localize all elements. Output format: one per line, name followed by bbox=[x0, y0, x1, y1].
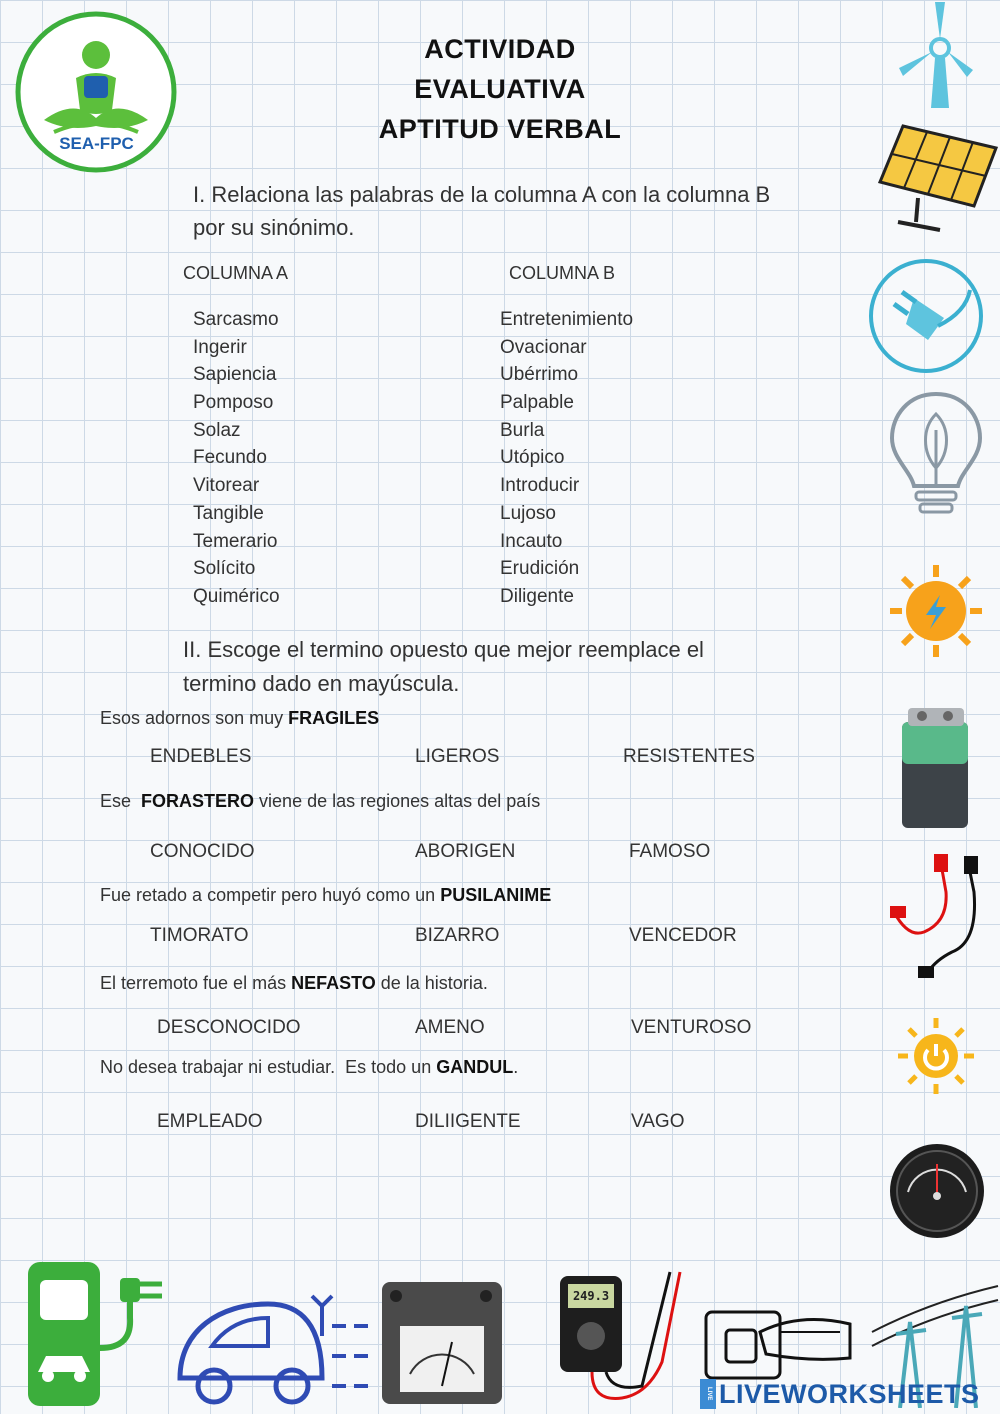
hand-plug-socket-icon bbox=[700, 1302, 860, 1382]
liveworksheets-watermark bbox=[700, 1378, 980, 1410]
sentence-text: viene de las regiones altas del país bbox=[254, 791, 541, 811]
column-b-word: Introducir bbox=[500, 475, 580, 497]
answer-option[interactable]: VAGO bbox=[631, 1111, 685, 1132]
sentence-text: . bbox=[513, 1057, 519, 1077]
section2-instruction-line-1: II. Escoge el termino opuesto que mejor reemplace el bbox=[183, 637, 704, 662]
question-sentence bbox=[100, 973, 488, 994]
column-b-word: Ovacionar bbox=[500, 336, 587, 358]
column-a-word: Ingerir bbox=[193, 336, 247, 358]
answer-option[interactable]: FAMOSO bbox=[629, 841, 711, 862]
answer-option[interactable]: AMENO bbox=[415, 1017, 485, 1038]
column-a-header: COLUMNA A bbox=[183, 263, 289, 283]
column-b-list bbox=[500, 309, 633, 614]
column-b-word: Burla bbox=[500, 419, 545, 441]
column-a-word: Solaz bbox=[193, 419, 241, 441]
question-sentence bbox=[100, 885, 551, 906]
answer-option[interactable]: ABORIGEN bbox=[415, 841, 516, 862]
answer-option[interactable]: RESISTENTES bbox=[623, 746, 755, 767]
multimeter-icon bbox=[552, 1262, 692, 1404]
lightbulb-leaf-icon bbox=[888, 390, 984, 530]
answer-option[interactable]: VENCEDOR bbox=[629, 925, 737, 946]
section1-instruction-line-2: por su sinónimo. bbox=[193, 215, 355, 240]
sentence-text: El terremoto fue el más bbox=[100, 973, 292, 993]
column-a-word: Sapiencia bbox=[193, 364, 277, 386]
question-sentence bbox=[100, 791, 540, 812]
battery-icon bbox=[896, 704, 976, 832]
test-leads-icon bbox=[888, 852, 992, 986]
column-b-word: Entretenimiento bbox=[500, 309, 634, 330]
column-a-word: Temerario bbox=[193, 530, 278, 552]
sun-power-icon bbox=[896, 1016, 976, 1096]
section2-instruction-line-2: termino dado en mayúscula. bbox=[183, 671, 460, 696]
title-line-1: ACTIVIDAD bbox=[424, 34, 576, 64]
answer-option[interactable]: LIGEROS bbox=[415, 746, 500, 767]
sun-lightning-icon bbox=[888, 563, 984, 659]
answer-option[interactable]: CONOCIDO bbox=[150, 841, 255, 862]
question-sentence bbox=[100, 708, 379, 729]
sentence-text: Esos adornos son muy bbox=[100, 708, 289, 728]
keyword: PUSILANIME bbox=[440, 885, 552, 905]
keyword: NEFASTO bbox=[291, 973, 376, 993]
wind-turbine-icon bbox=[895, 0, 975, 110]
solar-panel-icon bbox=[878, 122, 998, 234]
keyword: FRAGILES bbox=[288, 708, 380, 728]
title-line-3: APTITUD VERBAL bbox=[378, 114, 622, 144]
multimeter-reading: 249.3 bbox=[572, 1289, 610, 1303]
answer-option[interactable]: BIZARRO bbox=[415, 925, 500, 946]
column-a-word: Sarcasmo bbox=[193, 309, 279, 330]
column-b-word: Palpable bbox=[500, 392, 574, 414]
sentence-text: Fue retado a competir pero huyó como un bbox=[100, 885, 441, 905]
column-b-word: Erudición bbox=[500, 558, 580, 580]
title-line-2: EVALUATIVA bbox=[414, 74, 586, 104]
column-b-header: COLUMNA B bbox=[509, 263, 616, 283]
column-b-word: Diligente bbox=[500, 585, 574, 607]
plug-icon bbox=[866, 256, 986, 376]
column-a-list bbox=[193, 309, 280, 614]
sentence-text: Ese bbox=[100, 791, 142, 811]
answer-option[interactable]: EMPLEADO bbox=[157, 1111, 263, 1132]
answer-option[interactable]: DILIIGENTE bbox=[415, 1111, 521, 1132]
column-a-word: Pomposo bbox=[193, 392, 274, 414]
watermark-text: LIVEWORKSHEETS bbox=[719, 1378, 980, 1409]
column-a-word: Quimérico bbox=[193, 585, 280, 607]
logo-text: SEA-FPC bbox=[59, 134, 134, 153]
watermark-badge-text: LIVE bbox=[700, 1379, 716, 1409]
section1-instruction-line-1: I. Relaciona las palabras de la columna A con la columna B bbox=[193, 182, 771, 207]
keyword: FORASTERO bbox=[141, 791, 255, 811]
column-a-word: Fecundo bbox=[193, 447, 267, 469]
column-a-word: Tangible bbox=[193, 502, 264, 524]
ammeter-gauge-icon bbox=[888, 1142, 986, 1240]
analog-meter-icon bbox=[378, 1278, 506, 1408]
column-a-word: Solícito bbox=[193, 558, 256, 580]
column-b-word: Utópico bbox=[500, 447, 565, 469]
answer-option[interactable]: ENDEBLES bbox=[150, 746, 252, 767]
sentence-text: de la historia. bbox=[375, 973, 488, 993]
answer-option[interactable]: DESCONOCIDO bbox=[157, 1017, 301, 1038]
answer-option[interactable]: VENTUROSO bbox=[631, 1017, 752, 1038]
ev-charger-icon bbox=[22, 1258, 180, 1408]
question-sentence bbox=[100, 1057, 518, 1078]
logo bbox=[14, 10, 179, 175]
electric-car-icon bbox=[172, 1286, 378, 1410]
watermark-badge bbox=[700, 1379, 716, 1409]
keyword: GANDUL bbox=[436, 1057, 514, 1077]
answer-option[interactable]: TIMORATO bbox=[150, 925, 249, 946]
sentence-text: No desea trabajar ni estudiar. Es todo un bbox=[100, 1057, 437, 1077]
column-b-word: Incauto bbox=[500, 530, 563, 552]
column-b-word: Ubérrimo bbox=[500, 364, 579, 386]
column-b-word: Lujoso bbox=[500, 502, 556, 524]
column-a-word: Vitorear bbox=[193, 475, 260, 497]
